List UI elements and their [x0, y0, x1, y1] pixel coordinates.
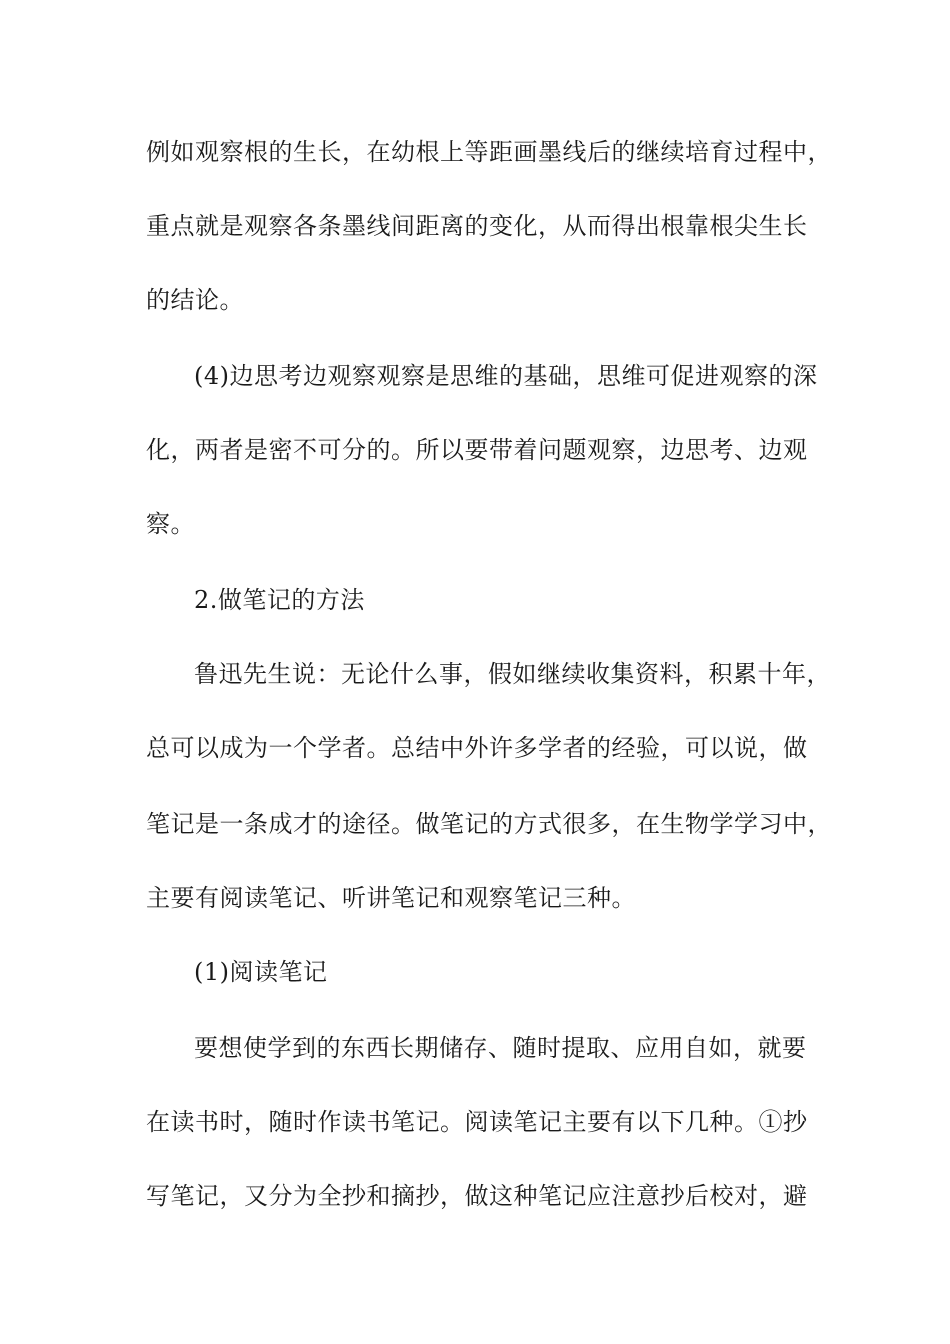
text-line: 例如观察根的生长，在幼根上等距画墨线后的继续培育过程中，: [146, 138, 832, 166]
text-line: 察。: [146, 510, 195, 538]
text-line: 重点就是观察各条墨线间距离的变化，从而得出根靠根尖生长: [146, 212, 808, 240]
text-line: 总可以成为一个学者。总结中外许多学者的经验，可以说，做: [146, 734, 808, 762]
section-heading: 2.做笔记的方法: [194, 586, 365, 614]
text-line: 要想使学到的东西长期储存、随时提取、应用自如，就要: [194, 1034, 807, 1062]
text-line: 鲁迅先生说：无论什么事，假如继续收集资料，积累十年，: [194, 660, 831, 688]
text-line: 笔记是一条成才的途径。做笔记的方式很多，在生物学学习中，: [146, 810, 832, 838]
text-line: (4)边思考边观察观察是思维的基础，思维可促进观察的深: [194, 362, 818, 390]
text-line: 的结论。: [146, 286, 244, 314]
subsection-heading: (1)阅读笔记: [194, 958, 328, 986]
text-line: 主要有阅读笔记、听讲笔记和观察笔记三种。: [146, 884, 636, 912]
text-line: 在读书时，随时作读书笔记。阅读笔记主要有以下几种。①抄: [146, 1108, 808, 1136]
text-line: 化，两者是密不可分的。所以要带着问题观察，边思考、边观: [146, 436, 808, 464]
text-line: 写笔记，又分为全抄和摘抄，做这种笔记应注意抄后校对，避: [146, 1182, 808, 1210]
